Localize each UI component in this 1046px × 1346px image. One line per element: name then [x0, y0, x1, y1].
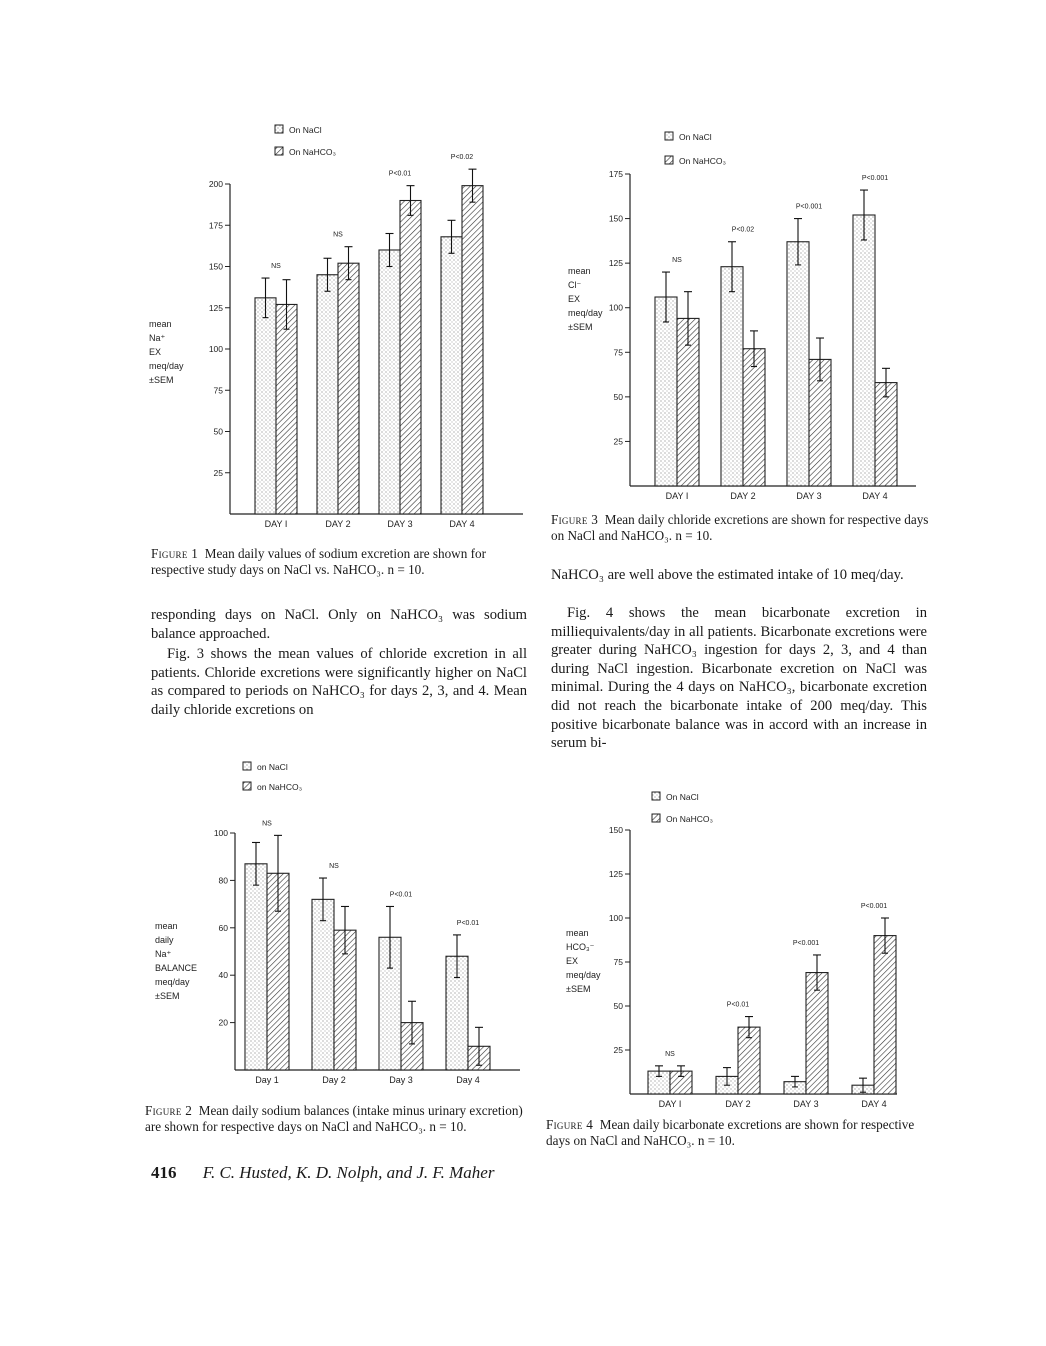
y-axis-label-line: mean — [568, 266, 591, 276]
figure-1 — [145, 115, 535, 540]
category-label: DAY 3 — [387, 519, 413, 529]
y-tick-label: 175 — [608, 169, 623, 179]
category-label: Day 4 — [456, 1075, 480, 1085]
y-tick-label: 100 — [608, 302, 623, 313]
bar-nahco3 — [338, 263, 359, 514]
figure-3 — [560, 120, 940, 500]
y-axis-label-line: Cl⁻ — [568, 280, 582, 290]
bar-nahco3 — [400, 201, 421, 515]
figure-2-chart — [150, 752, 535, 1097]
bar-nahco3 — [276, 304, 297, 514]
legend-label: On NaHCO₃ — [666, 814, 713, 824]
legend-label: On NaCl — [679, 132, 712, 142]
significance-label: P<0.02 — [450, 154, 474, 162]
bar-nahco3 — [743, 349, 765, 486]
y-axis-label-line: ±SEM — [566, 984, 591, 994]
significance-label: P<0.001 — [861, 175, 889, 183]
bar-nahco3 — [874, 936, 896, 1094]
category-label: Day 3 — [389, 1075, 413, 1085]
category-label: DAY I — [264, 519, 288, 529]
y-tick-label: 25 — [213, 467, 223, 478]
y-tick-label: 40 — [218, 970, 228, 981]
legend-swatch-nahco3 — [652, 814, 660, 822]
legend-label: on NaHCO₃ — [257, 782, 303, 792]
category-label: DAY 3 — [793, 1099, 819, 1109]
figure-1-caption: Figure 1 Mean daily values of sodium excretion are shown for respective study days on NaCl vs. NaHCO₃. n = 10. — [151, 546, 486, 577]
bar-nacl — [317, 275, 338, 514]
bar-nacl — [245, 864, 267, 1070]
significance-label: P<0.01 — [388, 170, 412, 178]
y-axis-label-line: ±SEM — [155, 991, 180, 1001]
y-axis-label-line: ±SEM — [149, 375, 174, 385]
figure-4-chart — [562, 780, 942, 1110]
y-axis-label-line: Na⁺ — [155, 949, 172, 959]
y-tick-label: 50 — [213, 426, 223, 437]
figure-2 — [150, 752, 535, 1097]
y-tick-label: 20 — [218, 1017, 228, 1028]
significance-label: P<0.01 — [389, 891, 413, 899]
category-label: Day 2 — [322, 1075, 346, 1085]
significance-label: P<0.02 — [731, 226, 755, 234]
right-column-paragraph-1: NaHCO₃ are well above the estimated intake of 10 meq/day. — [551, 567, 904, 583]
y-tick-label: 125 — [608, 869, 623, 879]
y-axis-label-line: EX — [566, 956, 579, 966]
category-label: DAY 3 — [796, 491, 822, 501]
figure-3-caption: Figure 3 Mean daily chloride excretions are shown for respective days on NaCl and NaHCO₃. n = 10. — [551, 512, 929, 543]
bar-nacl — [787, 242, 809, 486]
significance-label: NS — [262, 820, 272, 828]
right-column-paragraph-2: Fig. 4 shows the mean bicarbonate excretion in milliequivalents/day in all patients. Bicarbonate excretions were greater during NaHCO₃ ingestion for days 2, 3, and 4 than during NaCl ingestion. Bicarbonate excretion on NaCl was minimal. During the 4 days on NaHCO₃, bicarbonate excretion did not reach the bicarbonate intake of 200 meq/day. This positive bicarbonate balance was in accord with an increase in serum bi- — [551, 605, 927, 752]
y-axis-label-line: meq/day — [155, 977, 190, 987]
legend-swatch-nacl — [665, 132, 673, 140]
figure-3-chart — [560, 120, 940, 500]
category-label: Day 1 — [255, 1075, 279, 1085]
y-tick-label: 150 — [608, 213, 623, 224]
legend-label: On NaCl — [289, 125, 322, 135]
left-column-paragraph-1: responding days on NaCl. Only on NaHCO₃ was sodium balance approached. — [151, 607, 527, 642]
authors-line: F. C. Husted, K. D. Nolph, and J. F. Maher — [202, 1163, 495, 1182]
figure-4 — [562, 780, 942, 1110]
legend-swatch-nacl — [652, 792, 660, 800]
y-axis-label-line: meq/day — [566, 970, 601, 980]
category-label: DAY 2 — [725, 1099, 751, 1109]
legend-label: On NaCl — [666, 792, 699, 802]
y-tick-label: 175 — [208, 220, 223, 231]
figure-2-caption: Figure 2 Mean daily sodium balances (intake minus urinary excretion) are shown for respective days on NaCl and NaHCO₃. n = 10. — [145, 1103, 523, 1134]
y-axis-label-line: EX — [568, 294, 581, 304]
y-axis-label-line: mean — [149, 319, 172, 329]
y-tick-label: 75 — [613, 957, 623, 967]
y-tick-label: 25 — [613, 1045, 623, 1055]
category-label: DAY I — [658, 1099, 682, 1109]
y-tick-label: 75 — [613, 347, 623, 358]
bar-nacl — [379, 250, 400, 514]
y-axis-label-line: mean — [566, 928, 589, 938]
legend-label: On NaHCO₃ — [289, 147, 336, 157]
y-tick-label: 150 — [208, 261, 223, 272]
y-tick-label: 125 — [208, 302, 223, 313]
category-label: DAY 2 — [730, 491, 756, 501]
y-axis-label-line: HCO₃⁻ — [566, 942, 595, 952]
bar-nahco3 — [875, 383, 897, 486]
page-number: 416 — [151, 1163, 177, 1182]
y-tick-label: 100 — [208, 344, 223, 354]
legend-swatch-nahco3 — [275, 147, 283, 155]
bar-nacl — [255, 298, 276, 514]
legend-swatch-nahco3 — [243, 782, 251, 790]
y-axis-label-line: BALANCE — [155, 963, 198, 973]
y-tick-label: 100 — [213, 828, 228, 838]
y-tick-label: 25 — [613, 436, 623, 447]
y-axis-label-line: meq/day — [149, 361, 184, 371]
category-label: DAY 2 — [325, 519, 351, 529]
category-label: DAY 4 — [861, 1099, 887, 1109]
significance-label: NS — [329, 863, 339, 871]
legend-label: on NaCl — [257, 762, 288, 772]
legend-swatch-nacl — [275, 125, 283, 133]
category-label: DAY I — [665, 491, 689, 501]
y-tick-label: 200 — [208, 179, 223, 189]
y-axis-label-line: Na⁺ — [149, 333, 166, 343]
significance-label: P<0.001 — [795, 203, 823, 211]
legend-label: On NaHCO₃ — [679, 156, 726, 166]
significance-label: NS — [672, 257, 682, 265]
y-tick-label: 150 — [608, 825, 623, 835]
y-axis-label-line: mean — [155, 921, 178, 931]
y-axis-label-line: EX — [149, 347, 162, 357]
y-tick-label: 50 — [613, 391, 623, 402]
bar-nacl — [853, 215, 875, 486]
category-label: DAY 4 — [449, 519, 475, 529]
category-label: DAY 4 — [862, 491, 888, 501]
significance-label: NS — [333, 231, 343, 239]
y-tick-label: 100 — [608, 913, 623, 923]
y-axis-label-line: daily — [155, 935, 174, 945]
bar-nacl — [312, 899, 334, 1070]
y-tick-label: 80 — [218, 875, 228, 886]
bar-nahco3 — [462, 186, 483, 514]
bar-nacl — [655, 297, 677, 486]
significance-label: P<0.01 — [726, 1001, 750, 1009]
left-column-paragraph-2: Fig. 3 shows the mean values of chloride excretion in all patients. Chloride excretions were significantly higher on NaCl as compared to periods on NaHCO₃ for days 2, 3, and 4. Mean daily chloride excretions on — [151, 646, 527, 718]
legend-swatch-nacl — [243, 762, 251, 770]
figure-4-caption: Figure 4 Mean daily bicarbonate excretions are shown for respective days on NaCl and NaHCO₃. n = 10. — [546, 1117, 915, 1148]
significance-label: NS — [271, 263, 281, 271]
significance-label: P<0.01 — [456, 919, 480, 927]
bar-nacl — [721, 267, 743, 486]
significance-label: NS — [665, 1050, 675, 1058]
page-footer — [151, 1163, 494, 1183]
y-axis-label-line: ±SEM — [568, 322, 593, 332]
figure-1-chart — [145, 115, 535, 540]
bar-nahco3 — [806, 973, 828, 1094]
y-axis-label-line: meq/day — [568, 308, 603, 318]
significance-label: P<0.001 — [792, 939, 820, 947]
y-tick-label: 75 — [213, 385, 223, 396]
y-tick-label: 60 — [218, 922, 228, 933]
y-tick-label: 50 — [613, 1001, 623, 1011]
legend-swatch-nahco3 — [665, 156, 673, 164]
significance-label: P<0.001 — [860, 903, 888, 910]
bar-nacl — [441, 237, 462, 514]
y-tick-label: 125 — [608, 258, 623, 269]
